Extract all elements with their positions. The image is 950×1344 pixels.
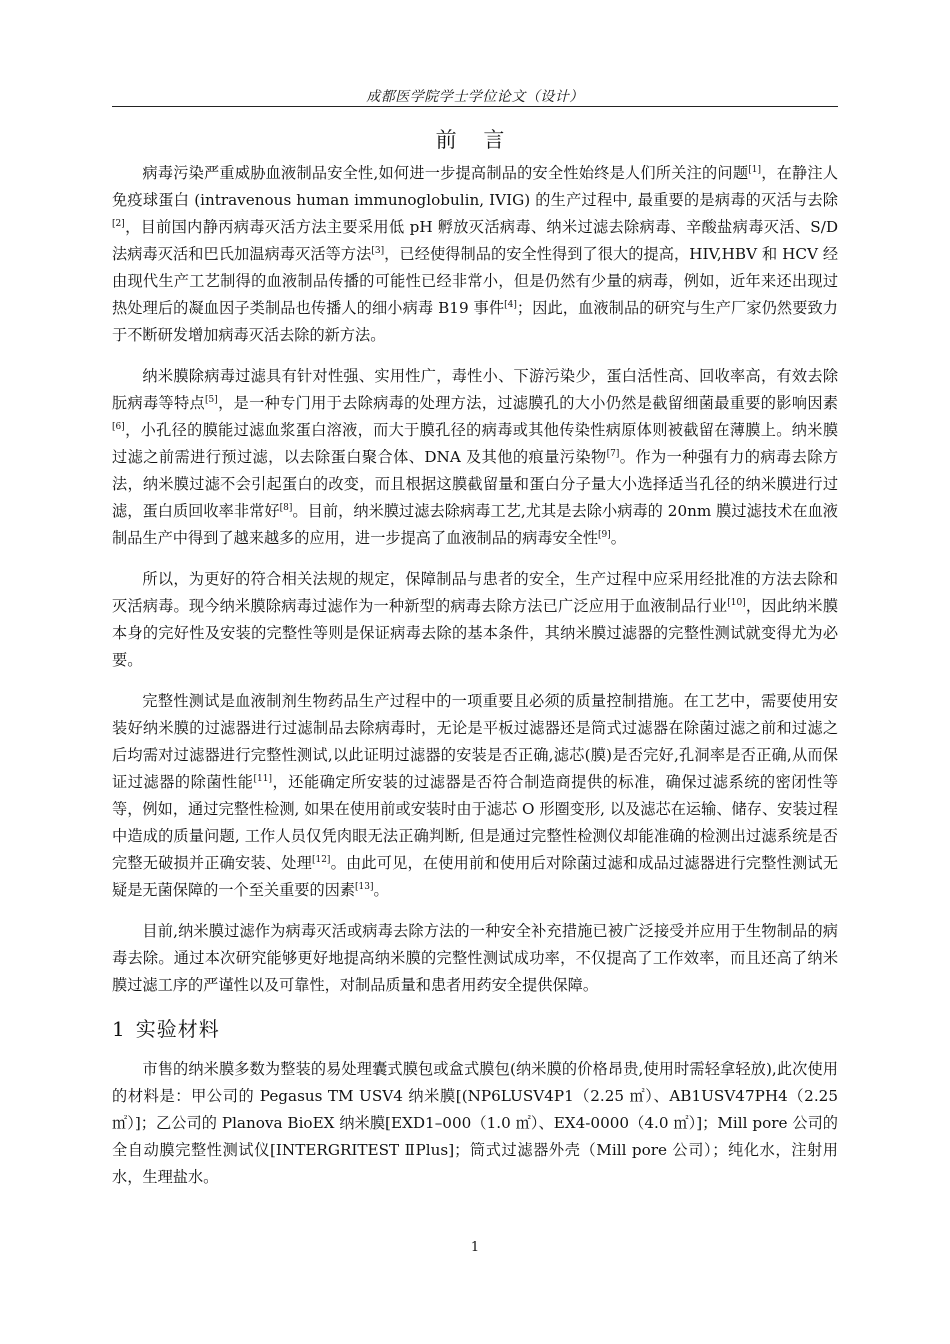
running-header: 成都医学院学士学位论文（设计） bbox=[366, 89, 584, 105]
page-number: 1 bbox=[470, 1240, 480, 1255]
citation-ref: [8] bbox=[279, 502, 293, 513]
citation-ref: [12] bbox=[311, 854, 331, 865]
materials-paragraph: 市售的纳米膜多数为整装的易处理囊式膜包或盒式膜包(纳米膜的价格昂贵,使用时需轻拿轻放),此次使用的材料是：甲公司的 Pegasus TM USV4 纳米膜[(NP6LUSV4P1（2.25 ㎡）、AB1USV47PH4（2.25 ㎡）]；乙公司的 Planova BioEX 纳米膜[EXD1–000（1.0 ㎡）、EX4-0000（4.0 ㎡）]；Mill pore 公司的全自动膜完整性测试仪[INTERGRITEST ⅡPlus]；筒式过滤器外壳（Mill pore 公司）；纯化水，注射用水，生理盐水。 bbox=[112, 1060, 838, 1186]
citation-ref: [4] bbox=[504, 299, 517, 310]
citation-ref: [9] bbox=[598, 529, 611, 540]
paragraph-3: 所以，为更好的符合相关法规的规定，保障制品与患者的安全，生产过程中应采用经批准的方法去除和灭活病毒。现今纳米膜除病毒过滤作为一种新型的病毒去除方法已广泛应用于血液制品行业[10]，因此纳米膜本身的完好性及安装的完整性等则是保证病毒去除的基本条件，其纳米膜过滤器的完整性测试就变得尤为必要。 bbox=[112, 570, 839, 669]
preface-title: 前 言 bbox=[435, 128, 515, 152]
citation-ref: [1] bbox=[748, 164, 761, 175]
citation-ref: [10] bbox=[727, 597, 746, 608]
paragraph-1: 病毒污染严重威胁血液制品安全性,如何进一步提高制品的安全性始终是人们所关注的问题[1]，在静注人免疫球蛋白 (intravenous human immunoglobulin, IVIG) 的生产过程中, 最重要的是病毒的灭活与去除[2]，目前国内静丙病毒灭活方法主要采用低 pH 孵放灭活病毒、纳米过滤去除病毒、辛酸盐病毒灭活、S/D 法病毒灭活和巴氏加温病毒灭活等方法[3]，已经使得制品的安全性得到了很大的提高，HIV,HBV 和 HCV 经由现代生产工艺制得的血液制品传播的可能性已经非常小，但是仍然有少量的病毒，例如，近年来还出现过热处理后的凝血因子类制品也传播人的细小病毒 B19 事件[4]；因此，血液制品的研究与生产厂家仍然要致力于不断研发增加病毒灭活去除的新方法。 bbox=[112, 164, 839, 344]
citation-ref: [13] bbox=[355, 881, 374, 892]
citation-ref: [2] bbox=[112, 218, 125, 229]
paragraph-4: 完整性测试是血液制剂生物药品生产过程中的一项重要且必须的质量控制措施。在工艺中，需要使用安装好纳米膜的过滤器进行过滤制品去除病毒时，无论是平板过滤器还是筒式过滤器在除菌过滤之前和过滤之后均需对过滤器进行完整性测试,以此证明过滤器的安装是否正确,滤芯(膜)是否完好,孔洞率是否正确,从而保证过滤器的除菌性能[11]，还能确定所安装的过滤器是否符合制造商提供的标准，确保过滤系统的密闭性等等，例如，通过完整性检测, 如果在使用前或安装时由于滤芯 O 形圈变形, 以及滤芯在运输、储存、安装过程中造成的质量问题, 工作人员仅凭肉眼无法正确判断, 但是通过完整性检测仪却能准确的检测出过滤系统是否完整无破损并正确安装、处理[12]。由此可见，在使用前和使用后对除菌过滤和成品过滤器进行完整性测试无疑是无菌保障的一个至关重要的因素[13]。 bbox=[112, 692, 839, 899]
body-text bbox=[112, 160, 838, 1205]
paragraph-2: 纳米膜除病毒过滤具有针对性强、实用性广，毒性小、下游污染少，蛋白活性高、回收率高，有效去除朊病毒等特点[5]，是一种专门用于去除病毒的处理方法，过滤膜孔的大小仍然是截留细菌最重要的影响因素[6]，小孔径的膜能过滤血浆蛋白溶液，而大于膜孔径的病毒或其他传染性病原体则被截留在薄膜上。纳米膜过滤之前需进行预过滤，以去除蛋白聚合体、DNA 及其他的痕量污染物[7]。作为一种强有力的病毒去除方法，纳米膜过滤不会引起蛋白的改变，而且根据这膜截留量和蛋白分子量大小选择适当孔径的纳米膜进行过滤，蛋白质回收率非常好[8]。目前，纳米膜过滤去除病毒工艺,尤其是去除小病毒的 20nm 膜过滤技术在血液制品生产中得到了越来越多的应用，进一步提高了血液制品的病毒安全性[9]。 bbox=[112, 367, 839, 547]
section-heading: 1 实验材料 bbox=[112, 1017, 220, 1041]
citation-ref: [11] bbox=[253, 773, 272, 784]
citation-ref: [6] bbox=[112, 421, 125, 432]
citation-ref: [3] bbox=[371, 245, 385, 256]
header-rule bbox=[112, 106, 838, 107]
citation-ref: [5] bbox=[205, 394, 218, 405]
citation-ref: [7] bbox=[606, 448, 620, 459]
paragraph-5: 目前,纳米膜过滤作为病毒灭活或病毒去除方法的一种安全补充措施已被广泛接受并应用于生物制品的病毒去除。通过本次研究能够更好地提高纳米膜的完整性测试成功率，不仅提高了工作效率，而且还高了纳米膜过滤工序的严谨性以及可靠性，对制品质量和患者用药安全提供保障。 bbox=[112, 922, 838, 994]
